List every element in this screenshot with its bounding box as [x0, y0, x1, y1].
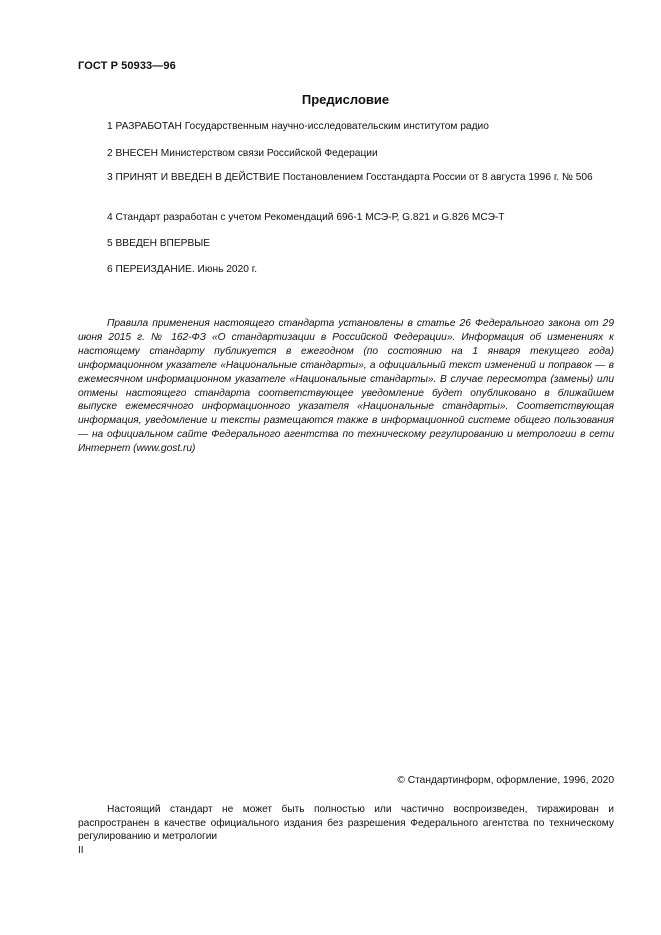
preface-item-first-introduced: 5 ВВЕДЕН ВПЕРВЫЕ — [107, 238, 211, 249]
preface-item-reissue: 6 ПЕРЕИЗДАНИЕ. Июнь 2020 г. — [107, 264, 258, 275]
preface-item-developed: 1 РАЗРАБОТАН Государственным научно-исследовательским институтом радио — [107, 121, 489, 132]
page-number: II — [78, 845, 84, 856]
preface-title: Предисловие — [301, 92, 390, 107]
reproduction-notice: Настоящий стандарт не может быть полностью или частично воспроизведен, тиражирован и распространен в качестве официального издания без разрешения Федерального агентства по техническому регулированию и метрологии — [78, 804, 614, 842]
preface-item-adopted: 3 ПРИНЯТ И ВВЕДЕН В ДЕЙСТВИЕ Постановлением Госстандарта России от 8 августа 1996 г. № 506 — [107, 172, 593, 183]
preface-item-recommendations: 4 Стандарт разработан с учетом Рекомендаций 696-1 МСЭ-Р, G.821 и G.826 МСЭ-Т — [107, 212, 505, 223]
preface-item-introduced: 2 ВНЕСЕН Министерством связи Российской Федерации — [107, 148, 378, 159]
application-rules-notice: Правила применения настоящего стандарта установлены в статье 26 Федерального закона от 29 июня 2015 г. № 162-ФЗ «О стандартизации в Российской Федерации». Информация об изменениях к настоящему стандарту публикуется в ежегодном (по состоянию на 1 января текущего года) информационном указателе «Национальные стандарты», а официальный текст изменений и поправок — в ежемесячном информационном указателе «Национальные стандарты». В случае пересмотра (замены) или отмены настоящего стандарта соответствующее уведомление будет опубликовано в ближайшем выпуске ежемесячного информационного указателя «Национальные стандарты». Соответствующая информация, уведомление и тексты размещаются также в информационной системе общего пользования — на официальном сайте Федерального агентства по техническому регулированию и метрологии в сети Интернет (www.gost.ru) — [78, 318, 614, 455]
document-code: ГОСТ Р 50933—96 — [78, 60, 176, 72]
copyright-line: © Стандартинформ, оформление, 1996, 2020 — [397, 775, 614, 786]
